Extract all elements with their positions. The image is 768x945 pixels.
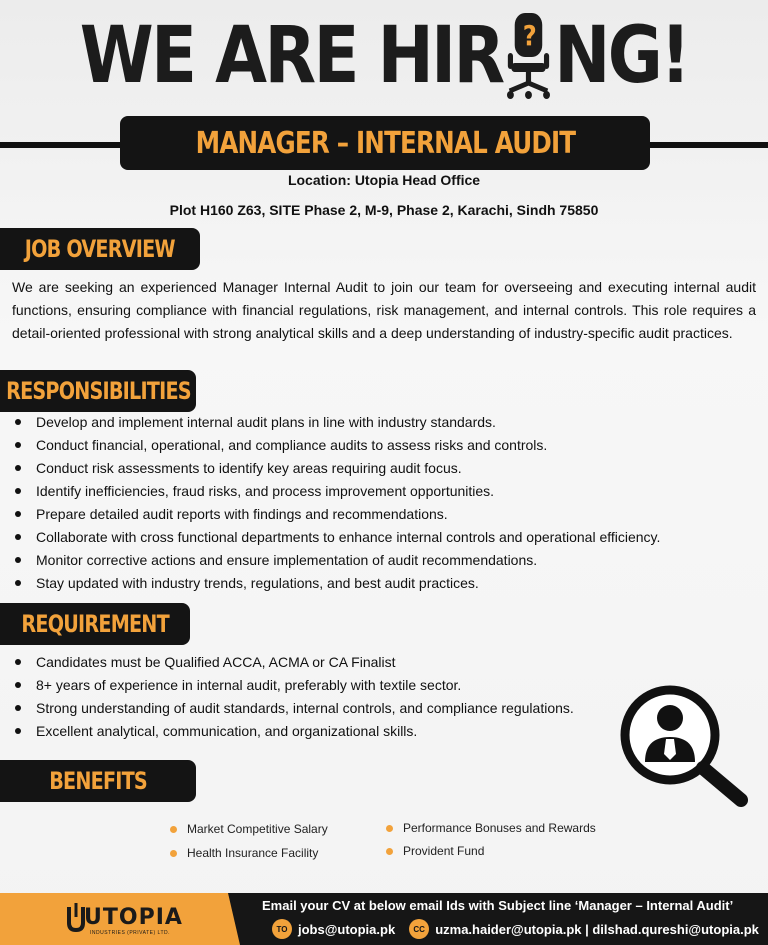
list-item: Conduct risk assessments to identify key areas requiring audit focus. (12, 457, 660, 480)
magnifier-person-icon (615, 680, 750, 810)
list-item: 8+ years of experience in internal audit, preferably with textile sector. (12, 674, 574, 697)
benefit-item: Market Competitive Salary (170, 822, 328, 836)
to-badge-icon: TO (272, 919, 292, 939)
benefit-item: Performance Bonuses and Rewards (386, 821, 596, 835)
responsibilities-heading: RESPONSIBILITIES (0, 370, 196, 412)
utopia-logo (66, 901, 196, 941)
svg-text:?: ? (522, 20, 535, 53)
to-email-link[interactable]: jobs@utopia.pk (298, 921, 396, 937)
office-chair-icon (504, 11, 552, 101)
list-item: Prepare detailed audit reports with findings and recommendations. (12, 503, 660, 526)
list-item: Candidates must be Qualified ACCA, ACMA or CA Finalist (12, 651, 574, 674)
cv-instruction: Email your CV at below email Ids with Subject line ‘Manager – Internal Audit’ (262, 898, 734, 913)
bullet-dot-icon (386, 825, 393, 832)
requirement-heading: REQUIREMENT (0, 603, 190, 645)
benefit-item: Health Insurance Facility (170, 846, 318, 860)
list-item: Conduct financial, operational, and compliance audits to assess risks and controls. (12, 434, 660, 457)
requirement-list (12, 651, 574, 743)
address-text: Plot H160 Z63, SITE Phase 2, M-9, Phase 2, Karachi, Sindh 75850 (169, 202, 599, 218)
bullet-dot-icon (170, 850, 177, 857)
footer-bar (0, 893, 768, 945)
cc-badge-icon: CC (409, 919, 429, 939)
job-overview-heading: JOB OVERVIEW (0, 228, 200, 270)
benefits-heading: BENEFITS (0, 760, 196, 802)
list-item: Develop and implement internal audit plans in line with industry standards. (12, 411, 660, 434)
location-text: Location: Utopia Head Office (287, 172, 481, 188)
job-overview-text: We are seeking an experienced Manager Internal Audit to join our team for overseeing and executing internal audit functions, ensuring compliance with financial regulations, risk management, and internal controls. This role requires a detail-oriented professional with strong analytical skills and a deep understanding of industry-specific audit practices. (12, 279, 756, 341)
bullet-dot-icon (386, 848, 393, 855)
position-title: MANAGER – INTERNAL AUDIT (195, 125, 575, 161)
logo-text: UTOPIA (84, 905, 183, 930)
list-item: Identify inefficiencies, fraud risks, and process improvement opportunities. (12, 480, 660, 503)
position-title-bar (120, 116, 650, 170)
logo-mark-icon (66, 903, 86, 933)
headline-part1: WE ARE HIR (79, 11, 503, 101)
responsibilities-list (12, 411, 660, 595)
hiring-headline (54, 6, 714, 106)
list-item: Monitor corrective actions and ensure implementation of audit recommendations. (12, 549, 660, 572)
cc-email-links[interactable]: uzma.haider@utopia.pk | dilshad.qureshi@utopia.pk (435, 921, 759, 937)
list-item: Strong understanding of audit standards, internal controls, and compliance regulations. (12, 697, 574, 720)
list-item: Excellent analytical, communication, and organizational skills. (12, 720, 574, 743)
logo-subtext: INDUSTRIES (PRIVATE) LTD. (90, 930, 171, 936)
headline-part2: NG! (554, 11, 689, 101)
list-item: Stay updated with industry trends, regulations, and best audit practices. (12, 572, 660, 595)
list-item: Collaborate with cross functional departments to enhance internal controls and operational efficiency. (12, 526, 660, 549)
email-contacts (272, 919, 759, 939)
bullet-dot-icon (170, 826, 177, 833)
benefit-item: Provident Fund (386, 844, 484, 858)
